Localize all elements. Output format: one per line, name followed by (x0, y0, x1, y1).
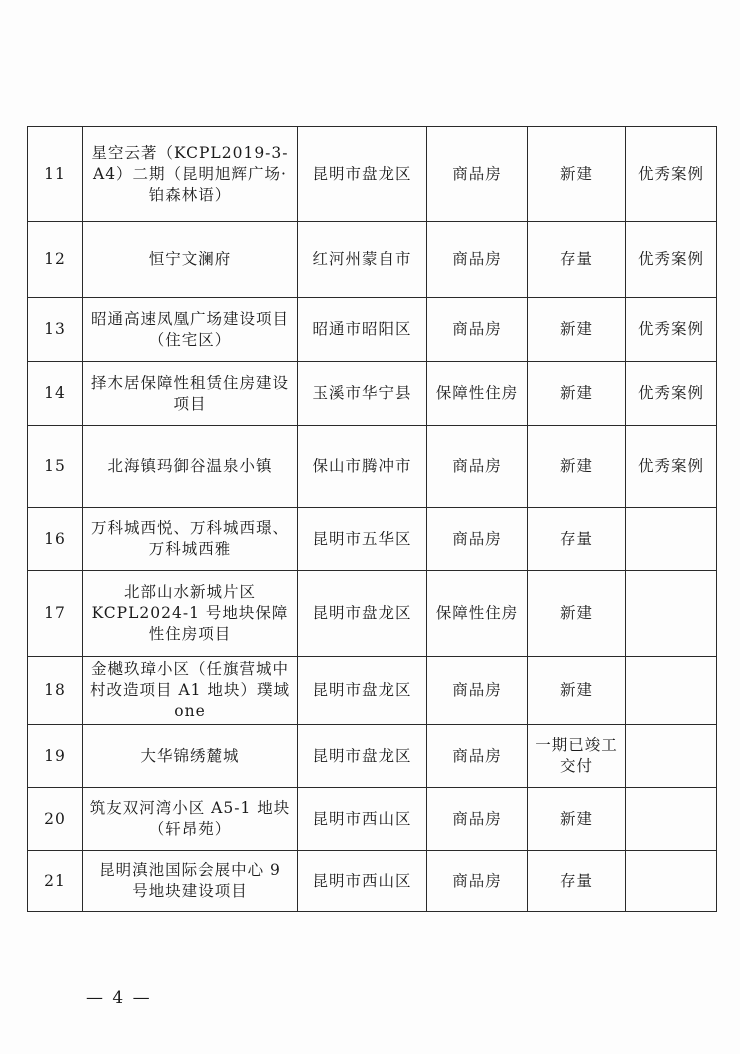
page-number: — 4 — (86, 988, 152, 1008)
project-name: 金樾玖璋小区（任旗营城中村改造项目 A1 地块）璞域 one (83, 657, 298, 725)
award-category (626, 788, 717, 851)
row-number: 17 (28, 571, 83, 657)
table-row (28, 725, 717, 788)
project-location: 昆明市西山区 (298, 851, 427, 912)
project-status: 新建 (528, 127, 626, 222)
housing-type: 商品房 (427, 426, 528, 508)
row-number: 11 (28, 127, 83, 222)
project-location: 昆明市盘龙区 (298, 657, 427, 725)
project-name: 星空云著（KCPL2019-3-A4）二期（昆明旭辉广场·铂森林语） (83, 127, 298, 222)
housing-type: 商品房 (427, 851, 528, 912)
project-location: 昆明市西山区 (298, 788, 427, 851)
project-location: 红河州蒙自市 (298, 222, 427, 298)
table-row (28, 657, 717, 725)
row-number: 14 (28, 362, 83, 426)
project-status: 存量 (528, 508, 626, 571)
project-location: 昆明市盘龙区 (298, 725, 427, 788)
project-status: 新建 (528, 298, 626, 362)
project-status: 一期已竣工交付 (528, 725, 626, 788)
project-name: 昭通高速凤凰广场建设项目（住宅区） (83, 298, 298, 362)
table-row (28, 426, 717, 508)
project-status: 存量 (528, 851, 626, 912)
project-location: 玉溪市华宁县 (298, 362, 427, 426)
project-status: 新建 (528, 362, 626, 426)
award-category (626, 571, 717, 657)
project-location: 昆明市盘龙区 (298, 127, 427, 222)
award-category: 优秀案例 (626, 362, 717, 426)
award-category (626, 851, 717, 912)
housing-type: 保障性住房 (427, 362, 528, 426)
table-row (28, 571, 717, 657)
award-category (626, 725, 717, 788)
row-number: 15 (28, 426, 83, 508)
project-status: 新建 (528, 571, 626, 657)
project-name: 北海镇玛御谷温泉小镇 (83, 426, 298, 508)
housing-type: 商品房 (427, 657, 528, 725)
housing-type: 商品房 (427, 725, 528, 788)
table-row (28, 788, 717, 851)
project-table (27, 126, 717, 912)
project-name: 北部山水新城片区 KCPL2024-1 号地块保障性住房项目 (83, 571, 298, 657)
project-status: 新建 (528, 657, 626, 725)
housing-type: 商品房 (427, 788, 528, 851)
table-row (28, 127, 717, 222)
table-row (28, 298, 717, 362)
project-name: 大华锦绣麓城 (83, 725, 298, 788)
row-number: 16 (28, 508, 83, 571)
project-name: 恒宁文澜府 (83, 222, 298, 298)
award-category: 优秀案例 (626, 127, 717, 222)
project-name: 昆明滇池国际会展中心 9 号地块建设项目 (83, 851, 298, 912)
project-name: 万科城西悦、万科城西璟、万科城西雅 (83, 508, 298, 571)
award-category (626, 508, 717, 571)
housing-type: 商品房 (427, 222, 528, 298)
project-status: 新建 (528, 788, 626, 851)
row-number: 12 (28, 222, 83, 298)
table-row (28, 508, 717, 571)
project-status: 新建 (528, 426, 626, 508)
project-location: 昭通市昭阳区 (298, 298, 427, 362)
housing-type: 商品房 (427, 298, 528, 362)
table-row (28, 222, 717, 298)
project-location: 昆明市盘龙区 (298, 571, 427, 657)
housing-type: 保障性住房 (427, 571, 528, 657)
row-number: 21 (28, 851, 83, 912)
project-table-body (28, 127, 717, 912)
award-category (626, 657, 717, 725)
project-location: 昆明市五华区 (298, 508, 427, 571)
project-location: 保山市腾冲市 (298, 426, 427, 508)
award-category: 优秀案例 (626, 222, 717, 298)
table-row (28, 851, 717, 912)
row-number: 13 (28, 298, 83, 362)
row-number: 19 (28, 725, 83, 788)
award-category: 优秀案例 (626, 426, 717, 508)
table-row (28, 362, 717, 426)
project-name: 择木居保障性租赁住房建设项目 (83, 362, 298, 426)
award-category: 优秀案例 (626, 298, 717, 362)
row-number: 18 (28, 657, 83, 725)
housing-type: 商品房 (427, 127, 528, 222)
row-number: 20 (28, 788, 83, 851)
project-name: 筑友双河湾小区 A5-1 地块（轩昂苑） (83, 788, 298, 851)
project-status: 存量 (528, 222, 626, 298)
housing-type: 商品房 (427, 508, 528, 571)
